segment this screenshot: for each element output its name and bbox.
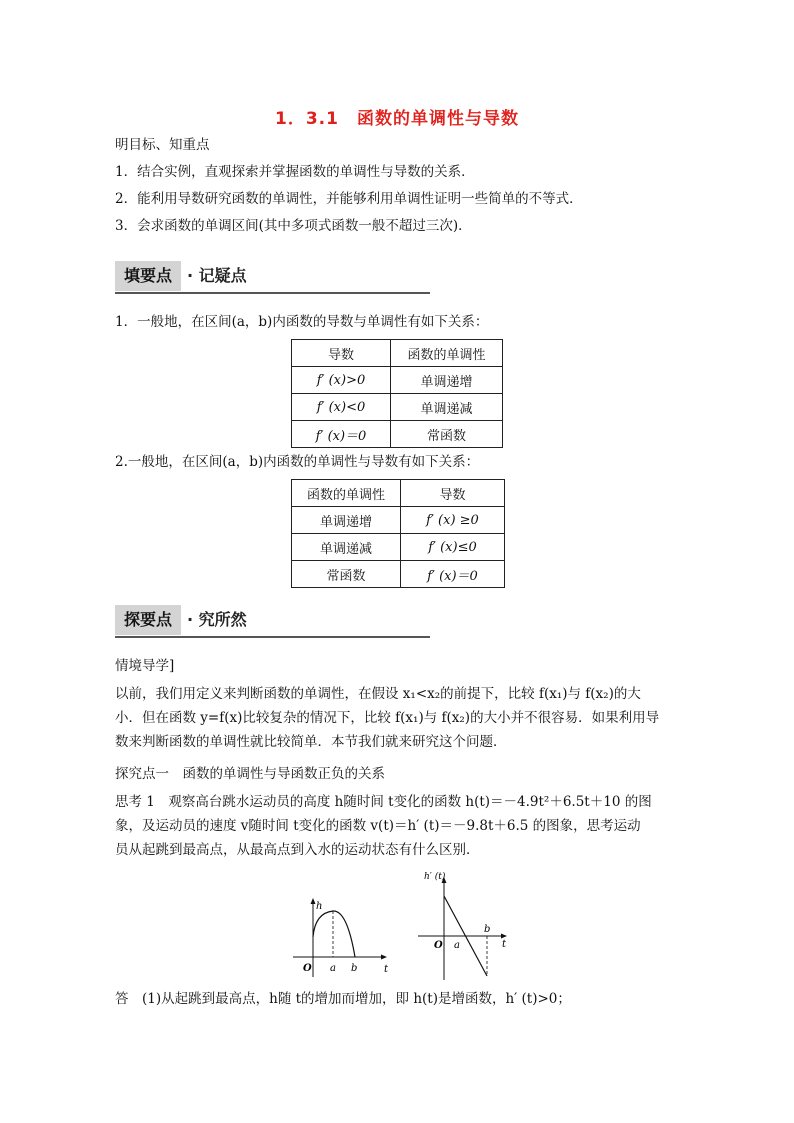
x-axis-arrow-icon bbox=[501, 934, 507, 939]
point-a-label: a bbox=[454, 940, 460, 951]
section-rule bbox=[115, 292, 430, 294]
x-axis-arrow-icon bbox=[381, 955, 387, 960]
goal-item-2: 2．能利用导数研究函数的单调性，并能够利用单调性证明一些简单的不等式． bbox=[115, 191, 583, 207]
paragraph-line: 数来判断函数的单调性就比较简单．本节我们就来研究这个问题． bbox=[115, 734, 507, 750]
table-cell: f′ (x)＝0 bbox=[401, 561, 505, 588]
table-cell: 单调递减 bbox=[391, 394, 503, 421]
answer-line: 答 (1)从起跳到最高点，h随 t的增加而增加，即 h(t)是增函数，h′ (t)>0； bbox=[115, 991, 571, 1007]
table-cell: f′ (x)＝0 bbox=[292, 421, 391, 448]
table-row bbox=[292, 507, 505, 534]
table-cell: f′ (x)<0 bbox=[292, 394, 391, 421]
paragraph-line: 象，及运动员的速度 v随时间 t变化的函数 v(t)＝h′ (t)＝－9.8t＋6.5 的图象，思考运动 bbox=[115, 818, 641, 834]
paragraph-line: 小．但在函数 y=f(x)比较复杂的情况下，比较 f(x₁)与 f(x₂)的大小并不很容易．如果利用导 bbox=[115, 710, 660, 726]
velocity-time-graph bbox=[410, 868, 520, 983]
relation-item-2: 2.一般地，在区间(a，b)内函数的单调性与导数有如下关系： bbox=[115, 454, 480, 470]
table-header: 函数的单调性 bbox=[391, 340, 503, 367]
table-cell: 单调递增 bbox=[391, 367, 503, 394]
table-cell: 单调递增 bbox=[292, 507, 401, 534]
table-header: 导数 bbox=[401, 480, 505, 507]
y-axis-label: h′ (t) bbox=[424, 872, 446, 882]
goals-heading: 明目标、知重点 bbox=[115, 137, 210, 153]
page-title: 1．3.1 函数的单调性与导数 bbox=[275, 109, 519, 129]
paragraph-line: 思考 1 观察高台跳水运动员的高度 h随时间 t变化的函数 h(t)＝－4.9t²＋6.5t＋10 的图 bbox=[115, 794, 652, 810]
height-time-graph bbox=[285, 895, 395, 980]
monotonicity-derivative-table bbox=[291, 479, 505, 588]
table-row bbox=[292, 367, 503, 394]
y-axis-label: h bbox=[316, 901, 323, 912]
origin-label: O bbox=[434, 940, 443, 951]
point-a-label: a bbox=[330, 963, 336, 974]
table-header-row bbox=[292, 480, 505, 507]
table-cell: f′ (x) ≥0 bbox=[401, 507, 505, 534]
goal-item-1: 1．结合实例，直观探索并掌握函数的单调性与导数的关系． bbox=[115, 164, 475, 180]
paragraph-line: 以前，我们用定义来判断函数的单调性，在假设 x₁<x₂的前提下，比较 f(x₁)与 f(x₂)的大 bbox=[115, 686, 641, 702]
section-subtitle: · 记疑点 bbox=[187, 266, 247, 285]
section-header-fill-points bbox=[115, 261, 430, 295]
table-header: 函数的单调性 bbox=[292, 480, 401, 507]
section-rule bbox=[115, 636, 430, 638]
height-curve bbox=[313, 911, 355, 957]
table-row bbox=[292, 421, 503, 448]
point-b-label: b bbox=[351, 963, 358, 974]
x-axis-label: t bbox=[384, 964, 389, 975]
point-b-label: b bbox=[484, 924, 491, 935]
section-tag: 探要点 bbox=[115, 605, 181, 635]
table-cell: 单调递减 bbox=[292, 534, 401, 561]
goal-item-3: 3．会求函数的单调区间(其中多项式函数一般不超过三次)． bbox=[115, 218, 472, 234]
section-header-explore-points bbox=[115, 605, 430, 639]
relation-item-1: 1．一般地，在区间(a，b)内函数的导数与单调性有如下关系： bbox=[115, 314, 489, 330]
table-header-row bbox=[292, 340, 503, 367]
table-row bbox=[292, 561, 505, 588]
section-subtitle: · 究所然 bbox=[187, 610, 247, 629]
origin-label: O bbox=[303, 963, 312, 974]
table-cell: f′ (x)≤0 bbox=[401, 534, 505, 561]
table-cell: 常函数 bbox=[292, 561, 401, 588]
table-cell: f′ (x)>0 bbox=[292, 367, 391, 394]
intro-heading: 情境导学] bbox=[115, 658, 175, 674]
explore-point-heading: 探究点一 函数的单调性与导函数正负的关系 bbox=[115, 766, 385, 782]
table-row bbox=[292, 534, 505, 561]
intro-paragraph bbox=[115, 682, 675, 754]
x-axis-label: t bbox=[502, 939, 507, 950]
table-row bbox=[292, 394, 503, 421]
think-paragraph bbox=[115, 790, 675, 862]
paragraph-line: 员从起跳到最高点，从最高点到入水的运动状态有什么区别． bbox=[115, 842, 480, 858]
table-cell: 常函数 bbox=[391, 421, 503, 448]
derivative-monotonicity-table bbox=[291, 339, 503, 448]
y-axis-arrow-icon bbox=[311, 898, 316, 904]
table-header: 导数 bbox=[292, 340, 391, 367]
section-tag: 填要点 bbox=[115, 261, 181, 291]
